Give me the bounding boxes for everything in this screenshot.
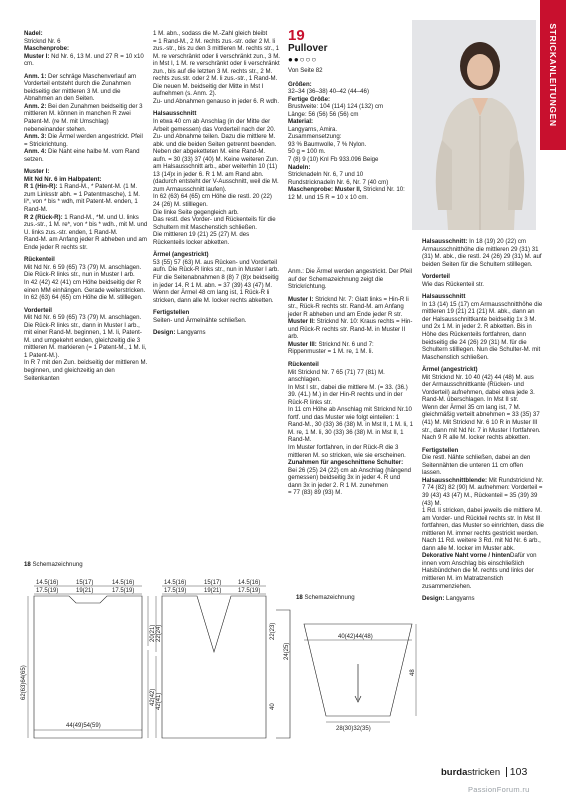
sleeve-len-label: 40	[270, 703, 276, 710]
material-value: Langyarns, Amira. Zusammensetzung: 93 % Baumwolle, 7 % Nylon. 50 g = 100 m. 7 (8) 9 (10) Knl Fb 933.096 Beige	[288, 125, 379, 164]
anm2-label: Anm. 2:	[24, 102, 47, 110]
r2-text: 1 Rand-M., *M. und U. links zus.-str., 1 M. re*, von * bis * wdh., mit M. und U. links zus.-str. enden, 1 Rand-M. Rand-M. am Anfang jeder R abheben und am Ende jeder R rechts str.	[24, 213, 148, 251]
column-2	[153, 30, 280, 342]
pattern-header	[288, 27, 413, 205]
brand-suffix: stricken	[467, 767, 501, 778]
right-top1-label: 14.5(16)	[164, 580, 187, 586]
rueckenteil-text: Mit Nd Nr. 6 59 (65) 73 (79) M. anschlagen. Die Rück-R links str., nun in Muster I arb. In 42 (42) 42 (41) cm Höhe beidseitig der R einen MM einhängen. Gerade weiterstricken. In 62 (63) 64 (65) cm Höhe die M. stilllegen.	[24, 263, 146, 302]
sleeve-mid-label: 24(25)	[284, 642, 290, 660]
pattern-source: Von Seite 82	[288, 67, 323, 74]
schema19-height-label: 48	[410, 669, 416, 676]
schema18-title: 18 Schemazeichnung	[24, 561, 83, 568]
halsausschnitt-title: Halsausschnitt	[153, 110, 197, 118]
anm3-label: Anm. 3:	[24, 133, 47, 141]
fertige-groesse-value: Brustweite: 104 (114) 124 (132) cm Länge: 56 (56) 56 (56) cm	[288, 103, 384, 118]
aermel2-text: Mit Stricknd Nr. 10 40 (42) 44 (48) M. aus der Armausschnittkante (Rücken- und Vorderteil) aufnehmen, dabei etwa jede 3. Rand-M. überschlagen. In Mst II str. Wenn der Ärmel 35 cm lang ist, 7 M. gleichmäßig verteilt abnehmen = 33 (35) 37 (41) M. Mit Stricknd Nr. 6 10 R in Muster III str., dann mit Nd Nr. 7 in Muster I fortfahren. Nach 9 R alle M. locker rechts abketten.	[422, 373, 541, 442]
groessen-label: Größen:	[288, 80, 312, 88]
left-bot2-label: 19(21)	[76, 588, 94, 594]
pattern-number: 19	[288, 27, 305, 44]
maschenprobe-value: Nd Nr. 6, 13 M. und 27 R = 10 x10 cm.	[24, 52, 144, 68]
muster3-text: Stricknd Nr. 6 und 7: Rippenmuster = 1 M. re, 1 M. li.	[288, 340, 374, 356]
muster-title: Muster I:	[24, 168, 50, 176]
halsausschnitt2-text: In 13 (14) 15 (17) cm Armausschnitthöhe die mittleren 19 (21) 21 (21) M. abk., dann an der Halsausschnittkante beidseitig 1x 3 M. und 2x 1 M. in jeder 2. R abketten. Bis in Höhe des Rückenteils fortfahren, dann beidseitig die 24 (26) 29 (31) M. für die Schultern stilllegen. Nun die Schulter-M. mit Maschenstich schließen.	[422, 300, 543, 361]
vorderteil-text: Mit Nd Nr. 6 59 (65) 73 (79) M. anschlagen. Die Rück-R links str., dann in Muster I arb., mit einer Rand-M. beginnen, 1 M. li, Patent-M. und umgekehrt enden, gleichzeitig die 3 mittleren M. markieren (= 1 Patent-M., 1 M. li, 1 Patent-M.). In R 7 mit den Zun. beidseitig der mittleren M. beginnen, und gleichzeitig an den Seitenkanten	[24, 314, 148, 382]
muster1-text: Stricknd Nr. 7: Glatt links = Hin-R li str., Rück-R rechts str. Rand-M. am Anfang jeder R abheben und am Ende jeder R str.	[288, 295, 409, 318]
left-height-label: 62(63)64(65)	[21, 665, 27, 700]
design2-value: Langyarns	[444, 595, 475, 603]
anm2-text: Bei den Zunahmen beidseitig der 3 mittleren M. können in manchen R zwei Patent-M. (re M. mit Umschlag) nebeneinander stehen.	[24, 102, 143, 133]
sleeve-top-label: 22(23)	[270, 622, 276, 640]
vorderteil-continued: 1 M. abn., sodass die M.-Zahl gleich bleibt = 1 Rand-M., 2 M. rechts zus.-str. oder 2 M. li zus.-str., bis zu den 3 mittleren M. rechts str., 1 M. re verschränkt oder li verschränkt zun., 3 M. in Mst I, 1 M. re verschränkt oder li verschränkt zun., bis auf die letzten 3 M. rechts str., 2 M. rechts zus.str. oder 2 M. li zus.-str., 1 Rand-M. Die neuen M. beidseitig der Mitte in Mst I aufnehmen (s. Anm. 2). Zu- und Abnahmen genauso in jeder 6. R wdh.	[153, 30, 280, 105]
vorderteil2-title: Vorderteil	[422, 273, 450, 281]
page-number: 103	[509, 766, 528, 778]
maschenprobe-label-2: Maschenprobe: Muster II,	[288, 186, 362, 194]
design-value: Langyarns	[175, 329, 206, 337]
left-width-label: 44(49)54(59)	[66, 723, 101, 729]
right-bot3-label: 17.5(19)	[238, 588, 261, 594]
left-bot1-label: 17.5(19)	[36, 588, 59, 594]
blende-text: Mit Rundstricknd Nr. 7 74 (82) 82 (90) M. aufnehmen: Vorderteil = 39 (43) 43 (47) M., Rückenteil = 35 (39) 39 (43) M. 1 Rd. li stricken, dabei jeweils die mittlere M. am Vorder- und Rückteil rechts str. In Mst III fortfahren, das Muster so einrichten, dass die mittleren M. immer rechts gestrickt werden. Nach 11 Rd. weitere 3 Rd. mit Nd Nr. 6 arb., dann alle M. locker im Muster abk.	[422, 476, 544, 552]
ruecken-title: Rückenteil	[288, 361, 319, 369]
anm1-text: Der schräge Maschenverlauf am Vorderteil entsteht durch die Zunahmen beidseitig der mittleren 3 M. und die Abnahmen an den Seiten.	[24, 72, 137, 103]
r1-label: R 1 (Hin-R):	[24, 183, 58, 191]
maschenprobe-label: Maschenprobe:	[24, 45, 70, 53]
footer-divider	[506, 767, 507, 777]
aermel-title: Ärmel (angestrickt)	[153, 251, 209, 259]
schema18-drawing	[14, 570, 294, 750]
halsausschnitt-text: In etwa 40 cm ab Anschlag (in der Mitte der Arbeit gemessen) das Vorderteil nach der 20. Zu- und Abnahme teilen. Dazu die mittlere M. abk. und die beiden Seiten getrennt beenden. Neben der abgeketteten M. eine Rand-M. aufn. = 30 (33) 37 (40) M. Keine weiteren Zun. am Halsausschnitt arb., aber weiterhin 10 (11) 13 (14)x in jeder 6. R 1 M. am Rand abn. (dadurch entsteht der V-Ausschnitt, weil die M. zum Armausschnitt laufen). In 62 (63) 64 (65) cm Höhe die restl. 20 (22) 24 (26) M. stilllegen. Die linke Seite gegengleich arb. Das restl. des Vorder- und Rückenteils für die Schultern mit Maschenstich schließen. Die mittleren 19 (21) 25 (27) M. des Rückenteils locker abketten.	[153, 118, 279, 246]
material-label: Material:	[288, 118, 314, 126]
r2-label: R 2 (Rück-R):	[24, 213, 63, 221]
nadel-label: Nadel:	[24, 30, 43, 37]
muster2-text: Stricknd Nr. 10: Kraus rechts = Hin- und Rück-R rechts str. Rand-M. in Muster II arb.	[288, 318, 413, 341]
left-bot3-label: 17.5(19)	[112, 588, 135, 594]
right-side1-label: 22(24)	[156, 624, 162, 642]
aermel-text: 53 (55) 57 (63) M. aus Rücken- und Vorderteil aufn. Die Rück-R links str., nun in Muster I arb. Für die Seitenabnahmen 8 (8) 7 (8)x beidseitig in jeder 14. R 1 M. abn. = 37 (39) 43 (47) M. Wenn der Ärmel 48 cm lang ist, 1 Rück-R li stricken, dann alle M. locker rechts abketten.	[153, 258, 279, 304]
nadeln-label: Nadeln:	[288, 163, 311, 171]
rueckenteil-title: Rückenteil	[24, 256, 55, 264]
left-top3-label: 14.5(16)	[112, 580, 135, 586]
muster3-label: Muster III:	[288, 340, 317, 348]
column-1	[24, 30, 148, 387]
schema19-bottom-label: 28(30)32(35)	[336, 726, 371, 732]
right-bot2-label: 19(21)	[204, 588, 222, 594]
right-bot1-label: 17.5(19)	[164, 588, 187, 594]
muster1-label: Muster I:	[288, 295, 314, 303]
model-photo	[412, 20, 536, 230]
anm3-text: Die Ärmel werden angestrickt. Pfeil = Strickrichtung.	[24, 133, 143, 148]
right-side2-label: 42(41)	[156, 692, 162, 710]
left-side2-label: 42(42)	[150, 688, 156, 706]
deko-text: Dafür von innen vom Anschlag bis einschließlich Halsbündchen die M. rechts und links der mittleren M. im Matratzenstich zusammenziehen.	[422, 552, 537, 590]
schema19-title: 18 Schemazeichnung	[296, 594, 355, 601]
design2-label: Design:	[422, 595, 445, 603]
right-top3-label: 14.5(16)	[238, 580, 261, 586]
fertigstellen2-title: Fertigstellen	[422, 446, 459, 454]
blende-title: Halsausschnittblende:	[422, 476, 488, 484]
sleeve-edge	[276, 610, 290, 738]
halsausschnitt2-title: Halsausschnitt	[422, 293, 466, 301]
maschenprobe-value-2: Stricknd Nr. 10: 12 M. und 15 R = 10 x 10 cm.	[288, 186, 405, 201]
ruecken-text: Mit Stricknd Nr. 7 65 (71) 77 (81) M. anschlagen. In Mst I str., dabei die mittlere M. (= 33. (36.) 39. (41.) M.) in der Hin-R rechts und in der Rück-R links str. In 11 cm Höhe ab Anschlag mit Stricknd Nr.10 fortf. und das Muster wie folgt einteilen: 1 Rand-M., 30 (33) 36 (38) M. in Mst II, 1 M. li, 1 M. re, 1 M. li, 30 (33) 36 (38) M. in Mst II, 1 Rand-M. Im Muster fortfahren, in der Rück-R die 3 mittleren M. so stricken, wie sie erscheinen.	[288, 368, 413, 459]
nadel-value: Stricknd Nr. 6	[24, 37, 61, 45]
column-4	[422, 238, 544, 608]
muster2-label: Muster II:	[288, 318, 316, 326]
left-top1-label: 14.5(16)	[36, 580, 59, 586]
schema19-top-label: 40(42)44(48)	[338, 634, 373, 640]
groessen-value: 32–34 (36–38) 40–42 (44–46)	[288, 88, 369, 96]
fertige-groesse-label: Fertige Größe:	[288, 95, 330, 103]
left-top2-label: 15(17)	[76, 580, 94, 586]
anm4-label: Anm. 4:	[24, 148, 47, 156]
vorderteil2-text: Wie das Rückenteil str.	[422, 280, 484, 288]
vorderteil-title: Vorderteil	[24, 306, 52, 314]
left-side-label: 20(21)	[150, 624, 156, 642]
zunahmen-title: Zunahmen für angeschnittene Schulter:	[288, 459, 404, 467]
front-outline	[162, 596, 266, 738]
fertigstellen-title: Fertigstellen	[153, 309, 190, 317]
nadeln-value: Stricknadeln Nr. 6, 7 und 10 Rundstricknadeln Nr. 6, Nr. 7 (40 cm)	[288, 171, 389, 186]
zunahmen-text: Bei 26 (25) 24 (22) cm ab Anschlag (hängend gemessen) beidseitig 3x in jeder 4. R und dann 3x in jeder 2. R 1 M. zunehmen = 77 (83) 89 (93) M.	[288, 466, 411, 497]
hals-text: In 18 (19) 20 (22) cm Armausschnitthöhe die mittleren 29 (31) 31 (31) M. abk., die restl. 24 (26) 29 (31) M. auf beiden Seiten für die Schultern stilllegen.	[422, 238, 542, 268]
schema19-drawing	[296, 604, 420, 732]
pattern-title: Pullover	[288, 43, 328, 54]
watermark-site: PassionForum.ru	[468, 785, 530, 794]
muster-subtitle: Mit Nd Nr. 6 im Halbpatent:	[24, 175, 102, 183]
aermel2-title: Ärmel (angestrickt)	[422, 366, 478, 374]
back-outline	[34, 596, 142, 738]
model-illustration	[412, 20, 536, 230]
hals-title: Halsausschnitt:	[422, 238, 468, 245]
difficulty-rating: ●●○○○	[288, 55, 318, 64]
right-top2-label: 15(17)	[204, 580, 222, 586]
anm1-label: Anm. 1:	[24, 72, 47, 80]
deko-title: Dekorative Naht vorne / hinten	[422, 552, 511, 560]
brand-name: burda	[441, 767, 468, 778]
fertigstellen-text: Seiten- und Ärmelnähte schließen.	[153, 316, 247, 324]
maschenprobe-muster-label: Muster I:	[24, 52, 50, 60]
page-footer	[441, 766, 527, 778]
anm4-text: Die Naht eine halbe M. vom Rand setzen.	[24, 148, 140, 163]
design-label: Design:	[153, 329, 176, 337]
section-sidebar	[540, 0, 566, 150]
r1-text: 1 Rand-M., * Patent-M. (1 M. zum Linksstr abh. = 1 Patentmasche), 1 M. li*, von * bis * wdh, mit Patent-M. enden, 1 Rand-M.	[24, 183, 141, 214]
fertigstellen2-text: Die restl. Nähte schließen, dabei an den Seitennähten die unteren 11 cm offen lassen.	[422, 454, 531, 477]
column-3	[288, 268, 413, 502]
section-label: STRICKANLEITUNGEN	[548, 23, 558, 127]
anm-text: Anm.: Die Ärmel werden angestrickt. Der Pfeil auf der Schemazeichnung zeigt die Strickrichtung.	[288, 268, 412, 291]
